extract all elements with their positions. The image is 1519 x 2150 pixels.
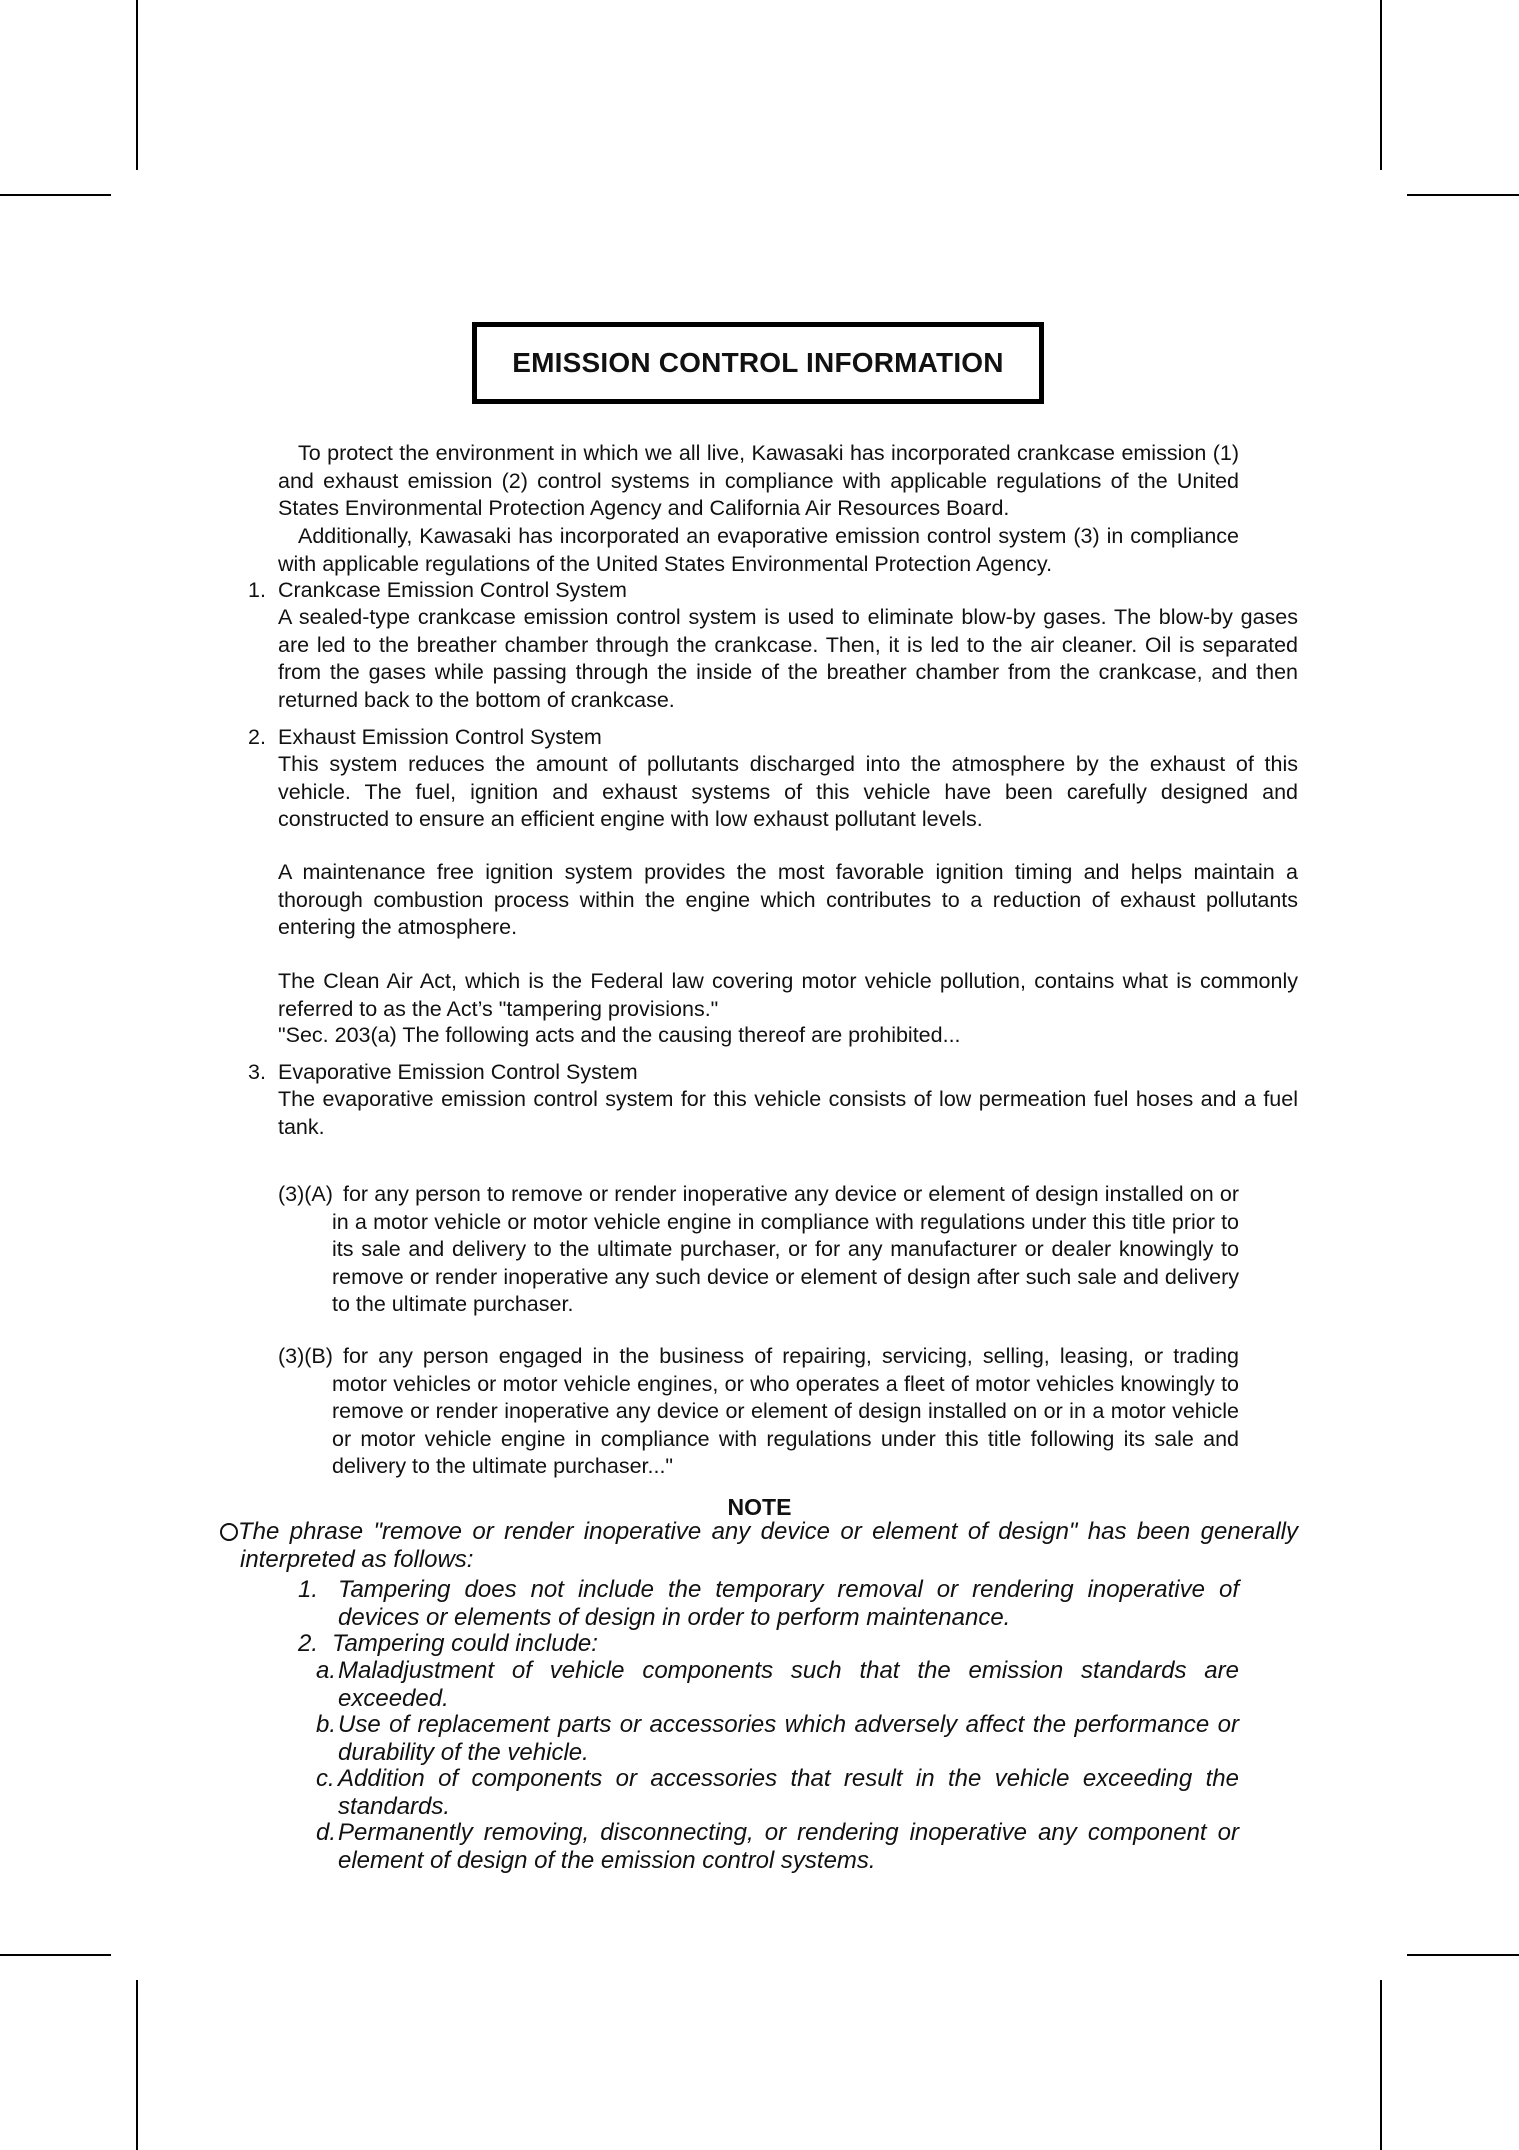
note-item-text: Tampering could include:	[332, 1630, 598, 1657]
note-subitem-label: d.	[316, 1819, 337, 1846]
section-paragraph: The evaporative emission control system for this vehicle consists of low permeation fuel hoses and a fuel tank.	[278, 1087, 1298, 1139]
note-subitem-label: c.	[316, 1765, 335, 1792]
crop-mark	[1407, 1954, 1519, 1956]
crop-mark	[0, 1954, 111, 1956]
note-title: NOTE	[727, 1494, 792, 1520]
circle-bullet-icon	[220, 1523, 238, 1541]
section-heading: Crankcase Emission Control System	[278, 578, 627, 602]
note-lead: The phrase "remove or render inoperative any device or element of design" has been generally interpreted as follows:	[238, 1518, 1298, 1573]
page-title: EMISSION CONTROL INFORMATION	[472, 322, 1044, 404]
section-paragraph: "Sec. 203(a) The following acts and the causing thereof are prohibited...	[278, 1023, 961, 1047]
section-paragraph: The Clean Air Act, which is the Federal law covering motor vehicle pollution, contains what is commonly referred to as the Act’s "tampering provisions."	[278, 969, 1298, 1021]
clause-label: (3)(B)	[278, 1344, 333, 1368]
note-item-text: Tampering does not include the temporary removal or rendering inoperative of devices or elements of design in order to perform maintenance.	[338, 1576, 1239, 1631]
section-heading: Evaporative Emission Control System	[278, 1060, 638, 1084]
section-number: 3.	[248, 1060, 266, 1084]
note-subitem-text: Use of replacement parts or accessories which adversely affect the performance or durability of the vehicle.	[338, 1711, 1239, 1766]
section-paragraph: A sealed-type crankcase emission control system is used to eliminate blow-by gases. The blow-by gases are led to the breather chamber through the crankcase. Then, it is led to the air cleaner. Oil is separated from the gases while passing through the inside of the breather chamber from the crankcase, and then returned back to the bottom of crankcase.	[278, 605, 1298, 712]
section-heading: Exhaust Emission Control System	[278, 725, 602, 749]
note-subitem-text: Addition of components or accessories that result in the vehicle exceeding the standards.	[338, 1765, 1239, 1820]
crop-mark	[1380, 0, 1382, 170]
crop-mark	[1407, 194, 1519, 196]
note-subitem-label: b.	[316, 1711, 337, 1738]
note-item-label: 2.	[298, 1630, 319, 1657]
intro-paragraph: Additionally, Kawasaki has incorporated an evaporative emission control system (3) in compliance with applicable regulations of the United States Environmental Protection Agency.	[278, 524, 1239, 576]
section-paragraph: A maintenance free ignition system provides the most favorable ignition timing and helps maintain a thorough combustion process within the engine which contributes to a reduction of exhaust pollutants entering the atmosphere.	[278, 860, 1298, 939]
clause-text: for any person engaged in the business of repairing, servicing, selling, leasing, or trading motor vehicles or motor vehicle engines, or who operates a fleet of motor vehicles knowingly to remove or render inoperative any device or element of design installed on or in a motor vehicle or motor vehicle engine in compliance with regulations under this title following its sale and delivery to the ultimate purchaser..."	[332, 1344, 1239, 1478]
section-paragraph: This system reduces the amount of pollutants discharged into the atmosphere by the exhaust of this vehicle. The fuel, ignition and exhaust systems of this vehicle have been carefully designed and constructed to ensure an efficient engine with low exhaust pollutant levels.	[278, 752, 1298, 831]
note-subitem-label: a.	[316, 1657, 337, 1684]
note-item-label: 1.	[298, 1576, 319, 1603]
note-subitem-text: Maladjustment of vehicle components such that the emission standards are exceeded.	[338, 1657, 1239, 1712]
note-subitem-text: Permanently removing, disconnecting, or rendering inoperative any component or element of design of the emission control systems.	[338, 1819, 1239, 1874]
section-number: 1.	[248, 578, 266, 602]
intro-paragraph: To protect the environment in which we all live, Kawasaki has incorporated crankcase emission (1) and exhaust emission (2) control systems in compliance with applicable regulations of the United States Environmental Protection Agency and California Air Resources Board.	[278, 441, 1239, 520]
crop-mark	[136, 0, 138, 170]
clause-label: (3)(A)	[278, 1182, 333, 1206]
crop-mark	[0, 194, 111, 196]
section-number: 2.	[248, 725, 266, 749]
clause-text: for any person to remove or render inoperative any device or element of design installed on or in a motor vehicle or motor vehicle engine in compliance with regulations under this title prior to its sale and delivery to the ultimate purchaser, or for any manufacturer or dealer knowingly to remove or render inoperative any such device or element of design after such sale and delivery to the ultimate purchaser.	[332, 1182, 1239, 1316]
crop-mark	[1380, 1980, 1382, 2150]
crop-mark	[136, 1980, 138, 2150]
